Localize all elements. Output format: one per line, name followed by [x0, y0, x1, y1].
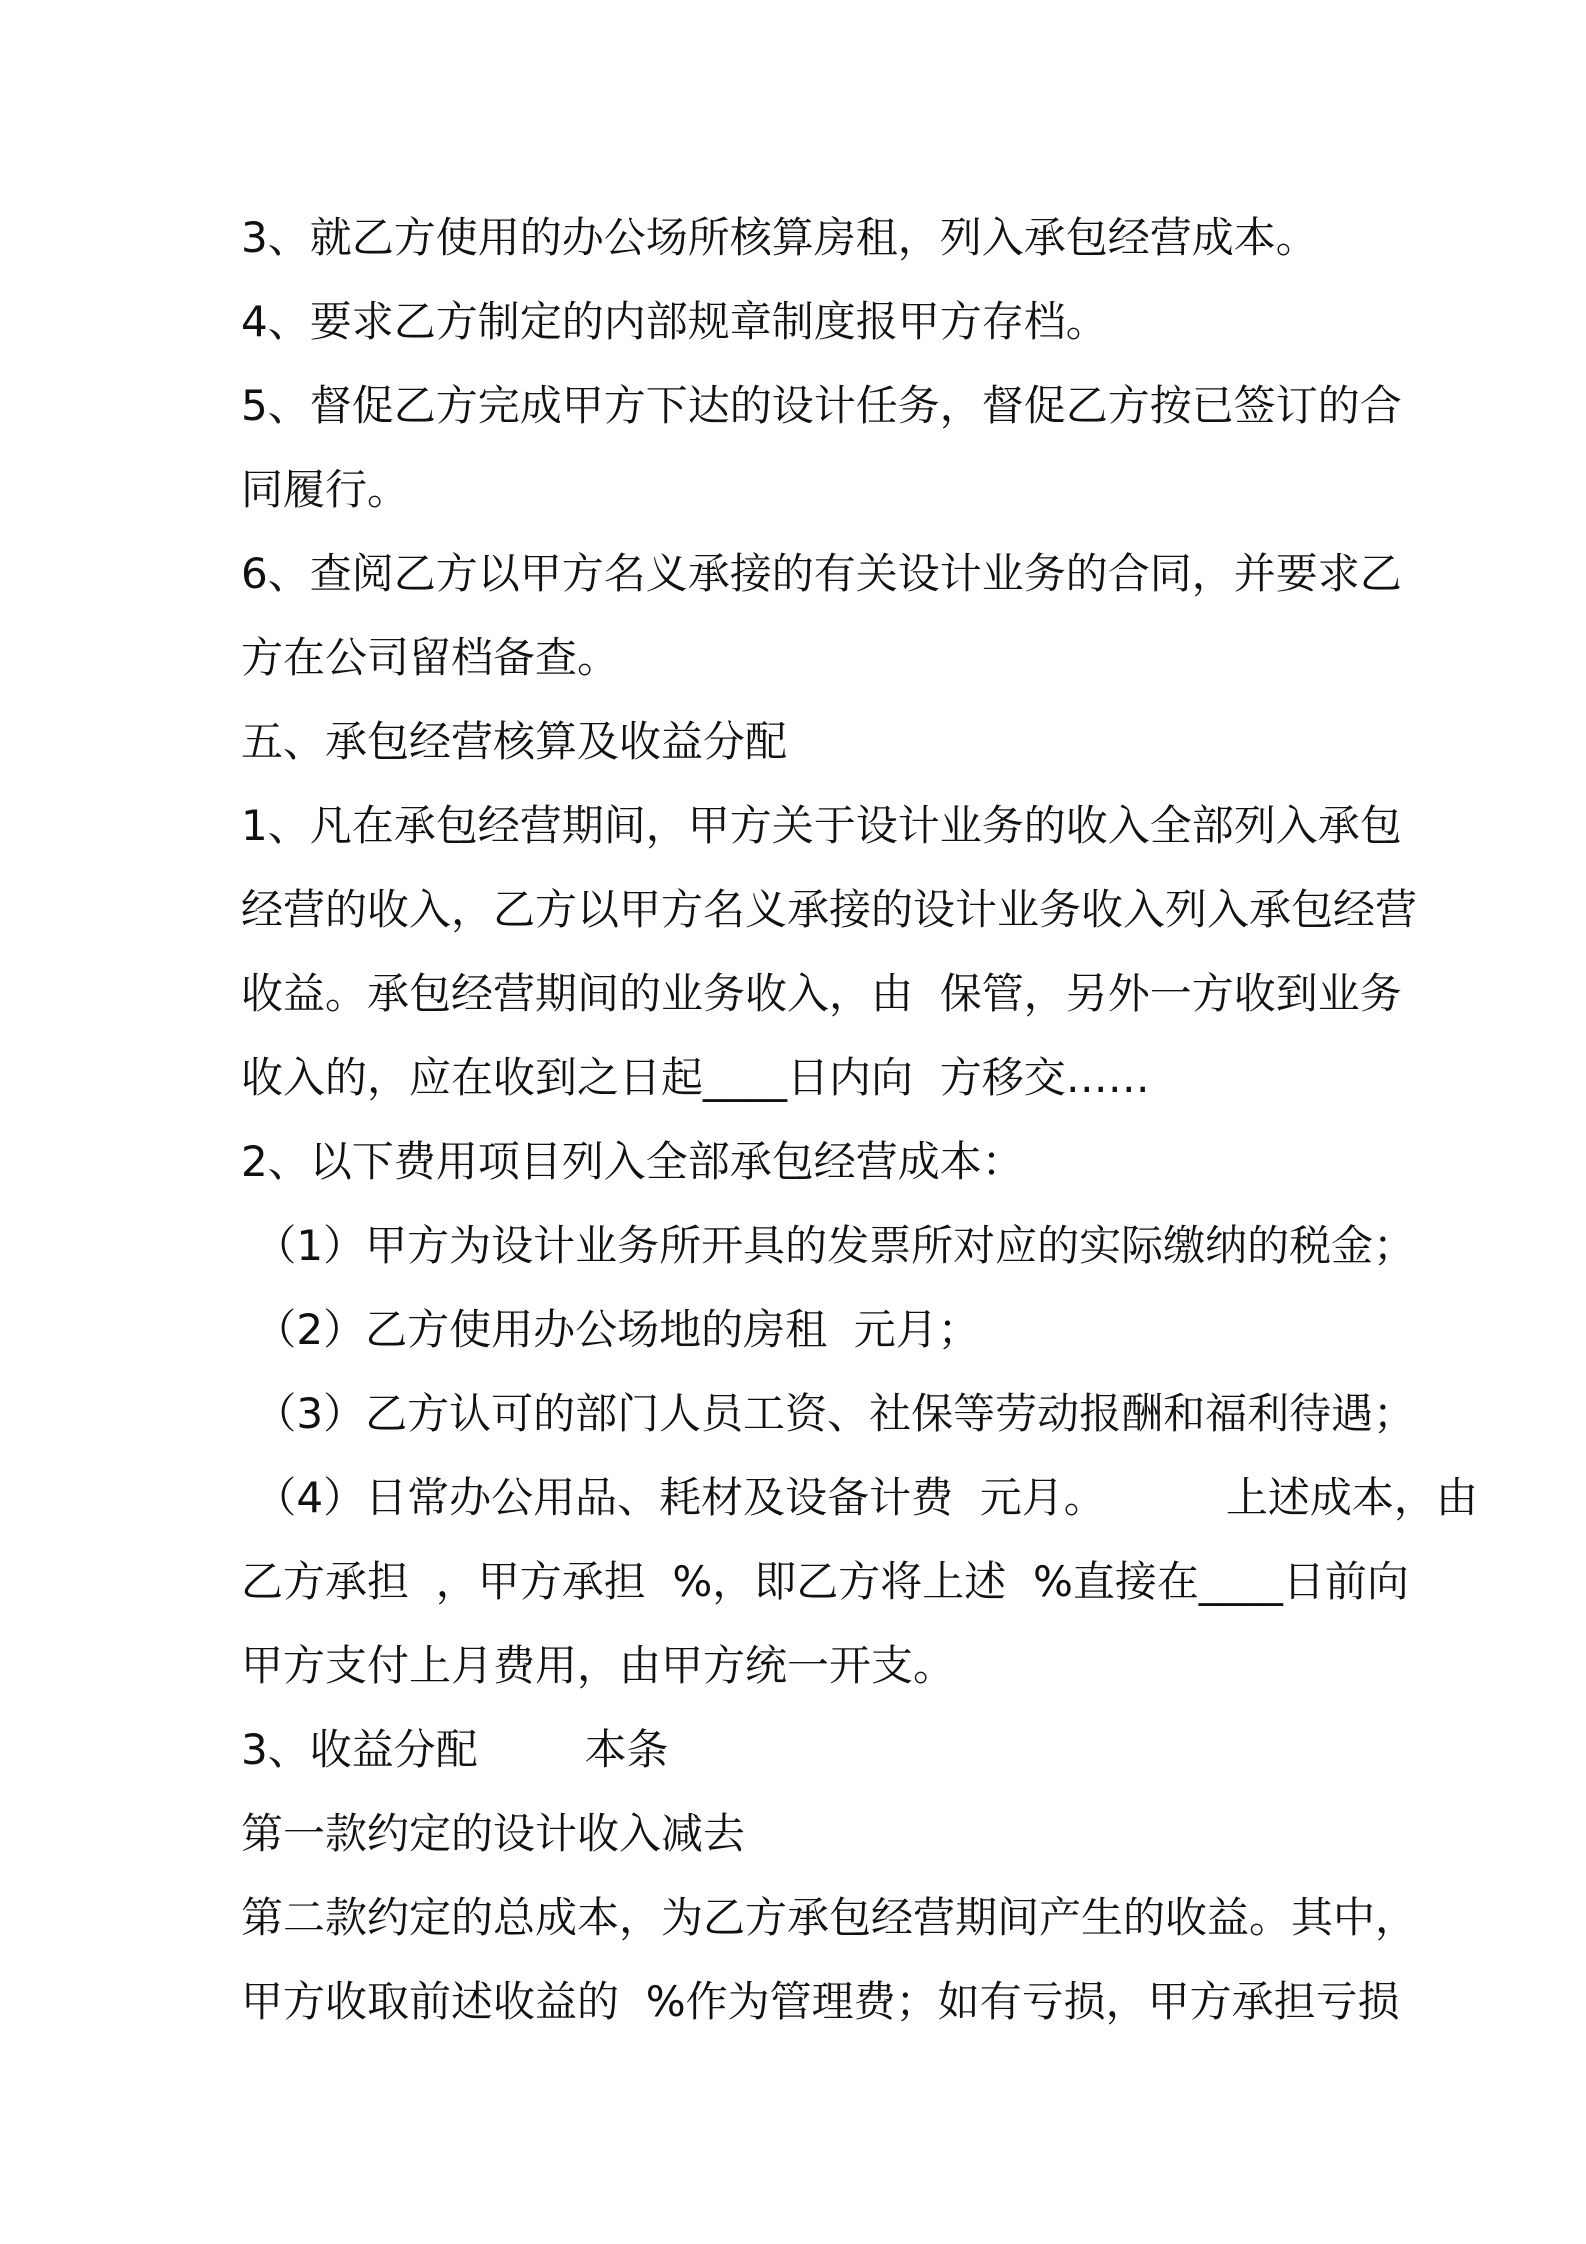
text-line: 经营的收入，乙方以甲方名义承接的设计业务收入列入承包经营	[241, 885, 1418, 934]
text-line: 收入的，应在收到之日起____日内向 方移交……	[241, 1053, 1150, 1102]
list-item: （1）甲方为设计业务所开具的发票所对应的实际缴纳的税金；	[241, 1221, 1416, 1270]
text-line: 收益。承包经营期间的业务收入，由 保管，另外一方收到业务	[241, 969, 1402, 1018]
text-line: 1、凡在承包经营期间，甲方关于设计业务的收入全部列入承包	[241, 801, 1402, 850]
text-line: 甲方收取前述收益的 %作为管理费；如有亏损，甲方承担亏损	[241, 1977, 1400, 2026]
text-line: 3、就乙方使用的办公场所核算房租，列入承包经营成本。	[241, 213, 1318, 262]
text-line: 3、收益分配 本条	[241, 1725, 669, 1774]
text-line: 方在公司留档备查。	[241, 633, 620, 682]
text-line: 甲方支付上月费用，由甲方统一开支。	[241, 1641, 956, 1690]
list-item: （4）日常办公用品、耗材及设备计费 元月。 上述成本，由	[241, 1473, 1478, 1522]
text-line: 4、要求乙方制定的内部规章制度报甲方存档。	[241, 297, 1108, 346]
list-item: （2）乙方使用办公场地的房租 元月；	[241, 1305, 980, 1354]
text-line: 第一款约定的设计收入减去	[241, 1809, 746, 1858]
section-heading: 五、承包经营核算及收益分配	[241, 717, 788, 766]
text-line: 第二款约定的总成本，为乙方承包经营期间产生的收益。其中，	[241, 1893, 1418, 1942]
text-line: 2、以下费用项目列入全部承包经营成本：	[241, 1137, 1024, 1186]
text-line: 同履行。	[241, 465, 410, 514]
text-line: 6、查阅乙方以甲方名义承接的有关设计业务的合同，并要求乙	[241, 549, 1402, 598]
text-line: 5、督促乙方完成甲方下达的设计任务，督促乙方按已签订的合	[241, 381, 1402, 430]
text-line: 乙方承担 ，甲方承担 %，即乙方将上述 %直接在____日前向	[241, 1557, 1409, 1606]
list-item: （3）乙方认可的部门人员工资、社保等劳动报酬和福利待遇；	[241, 1389, 1416, 1438]
document-body	[241, 196, 1478, 2044]
